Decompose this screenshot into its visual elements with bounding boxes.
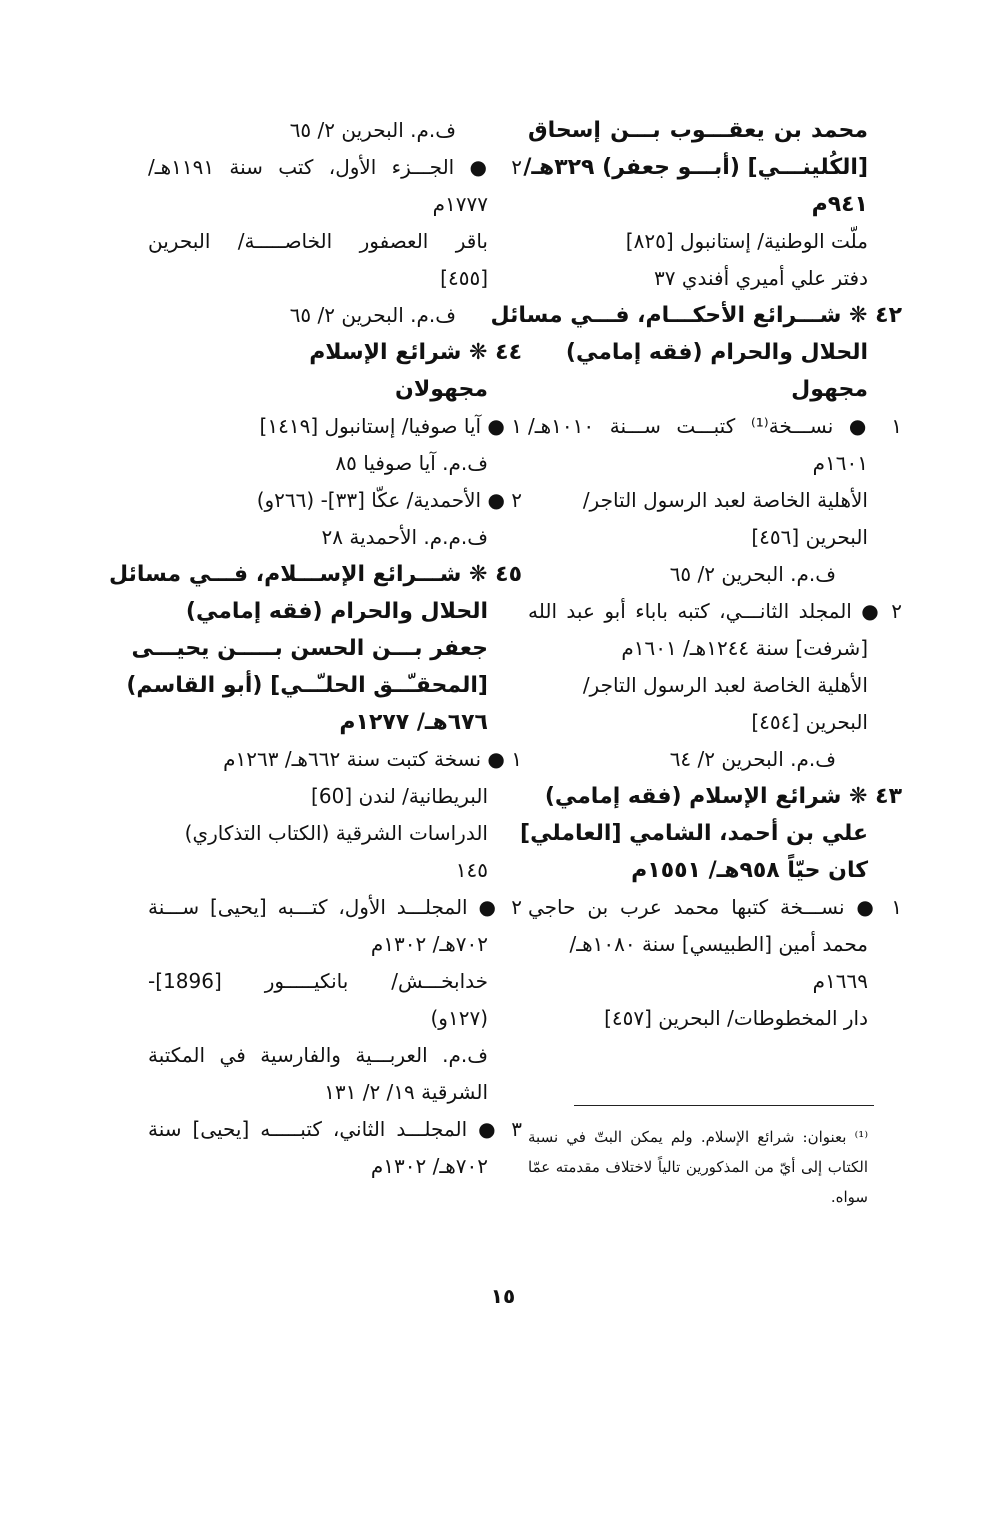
left-column-line: ٢ ● الجـــزء الأول، كتب سنة ١١٩١هـ/ — [148, 155, 522, 179]
left-column-line: ٣ ● المجلـــد الثاني، كتبـــــه [يحيى] سنة — [148, 1117, 522, 1141]
right-column-line: البحرين [٤٥٦] — [751, 525, 868, 549]
left-column-line: ١ ● آيا صوفيا/ إستانبول [١٤١٩] — [259, 414, 522, 438]
right-column-line: ٤٢ ❋ شـــرائع الأحكـــام، فـــي مسائل — [490, 303, 902, 328]
left-column-line: الدراسات الشرقية (الكتاب التذكاري) — [184, 821, 488, 845]
footnote-divider — [574, 1105, 874, 1106]
left-column-line: ٤٥ ❋ شـــرائع الإســـلام، فـــي مسائل — [109, 562, 522, 587]
right-column-line: ١ ● نســـخة⁽¹⁾ كتبـــت ســـنة ١٠١٠هـ/ — [528, 414, 902, 438]
page-number: ١٥ — [490, 1284, 516, 1308]
right-column-line: ١٦٠١م — [812, 451, 868, 475]
right-column-line: الأهلية الخاصة لعبد الرسول التاجر/ — [582, 488, 868, 512]
left-column-line: البريطانية/ لندن [60] — [311, 784, 488, 808]
right-column-line: [الكُلينـــي] (أبـــو جعفر) ٣٢٩هـ/ — [523, 155, 868, 180]
right-column-line: ١٦٦٩م — [812, 969, 868, 993]
left-column-line: ١٧٧٧م — [432, 192, 488, 216]
left-column-line: خدابخـــش/ بانكيـــــور [1896]- — [148, 969, 488, 993]
right-column-line: ١ ● نســـخة كتبها محمد عرب بن حاجي — [528, 895, 902, 919]
left-column-line: جعفر بـــن الحسن بـــــن يحيـــى — [131, 636, 488, 661]
right-column-line: البحرين [٤٥٤] — [751, 710, 868, 734]
left-column-line: (١٢٧و) — [430, 1006, 488, 1030]
right-column-line: ٩٤١م — [811, 192, 868, 217]
left-column-line: ف.م. البحرين ٢/ ٦٥ — [289, 118, 456, 142]
right-column-line: كان حيّاً ٩٥٨هـ/ ١٥٥١م — [631, 858, 868, 883]
footnote: ⁽¹⁾ بعنوان: شرائع الإسلام. ولم يمكن البتّ في نسبة الكتاب إلى أيّ من المذكورين تالياً لاختلاف مقدمته عمّا سواه. — [528, 1128, 868, 1206]
left-column-line: الحلال والحرام (فقه إمامي) — [185, 599, 488, 624]
left-column-line: [المحقـّــق الحلـّــي] (أبو القاسم) — [126, 673, 488, 698]
right-column-line: دار المخطوطات/ البحرين [٤٥٧] — [604, 1006, 868, 1030]
left-column-line: [٤٥٥] — [440, 266, 488, 290]
left-column — [109, 112, 522, 1185]
right-column-line: ٢ ● المجلد الثانـــي، كتبه باباء أبو عبد الله — [528, 599, 902, 623]
left-column-line: ٧٠٢هـ/ ١٣٠٢م — [370, 1154, 488, 1178]
left-column-line: ف.م. البحرين ٢/ ٦٥ — [289, 303, 456, 327]
right-column-line: مجهول — [791, 377, 868, 402]
right-column-line: ف.م. البحرين ٢/ ٦٤ — [669, 747, 836, 771]
left-column-line: الشرقية ١٩/ ٢/ ١٣١ — [324, 1080, 488, 1104]
left-column-line: ٦٧٦هـ/ ١٢٧٧م — [339, 710, 488, 735]
right-column-line: ٤٣ ❋ شرائع الإسلام (فقه إمامي) — [544, 784, 902, 809]
left-column-line: ١ ● نسخة كتبت سنة ٦٦٢هـ/ ١٢٦٣م — [223, 747, 522, 771]
left-column-line: ١٤٥ — [455, 858, 488, 882]
right-column — [490, 112, 902, 1037]
left-column-line: مجهولان — [395, 377, 488, 402]
left-column-line: ف.م.م. الأحمدية ٢٨ — [321, 525, 488, 549]
right-column-line: [شرفت] سنة ١٢٤٤هـ/ ١٦٠١م — [621, 636, 868, 660]
right-column-line: علي بن أحمد، الشامي [العاملي] — [520, 821, 868, 846]
left-column-line: ف.م. العربـــية والفارسية في المكتبة — [148, 1043, 488, 1067]
left-column-line: ف.م. آيا صوفيا ٨٥ — [335, 451, 488, 475]
right-column-line: دفتر علي أميري أفندي ٣٧ — [654, 266, 868, 290]
left-column-line: ٢ ● الأحمدية/ عكّا [٣٣]- (٢٦٦و) — [256, 488, 522, 512]
left-column-line: ٤٤ ❋ شرائع الإسلام — [309, 340, 522, 365]
right-column-line: محمد أمين [الطبيسي] سنة ١٠٨٠هـ/ — [569, 932, 868, 956]
right-column-line: محمد بن يعقـــوب بـــن إسحاق — [528, 118, 868, 143]
left-column-line: ٧٠٢هـ/ ١٣٠٢م — [370, 932, 488, 956]
right-column-line: ملّت الوطنية/ إستانبول [٨٢٥] — [625, 229, 868, 253]
right-column-line: ف.م. البحرين ٢/ ٦٥ — [669, 562, 836, 586]
right-column-line: الحلال والحرام (فقه إمامي) — [565, 340, 868, 365]
right-column-line: الأهلية الخاصة لعبد الرسول التاجر/ — [582, 673, 868, 697]
left-column-line: ٢ ● المجلـــد الأول، كتـــبه [يحيى] ســـنة — [148, 895, 522, 919]
left-column-line: باقر العصفور الخاصـــــة/ البحرين — [148, 229, 488, 253]
